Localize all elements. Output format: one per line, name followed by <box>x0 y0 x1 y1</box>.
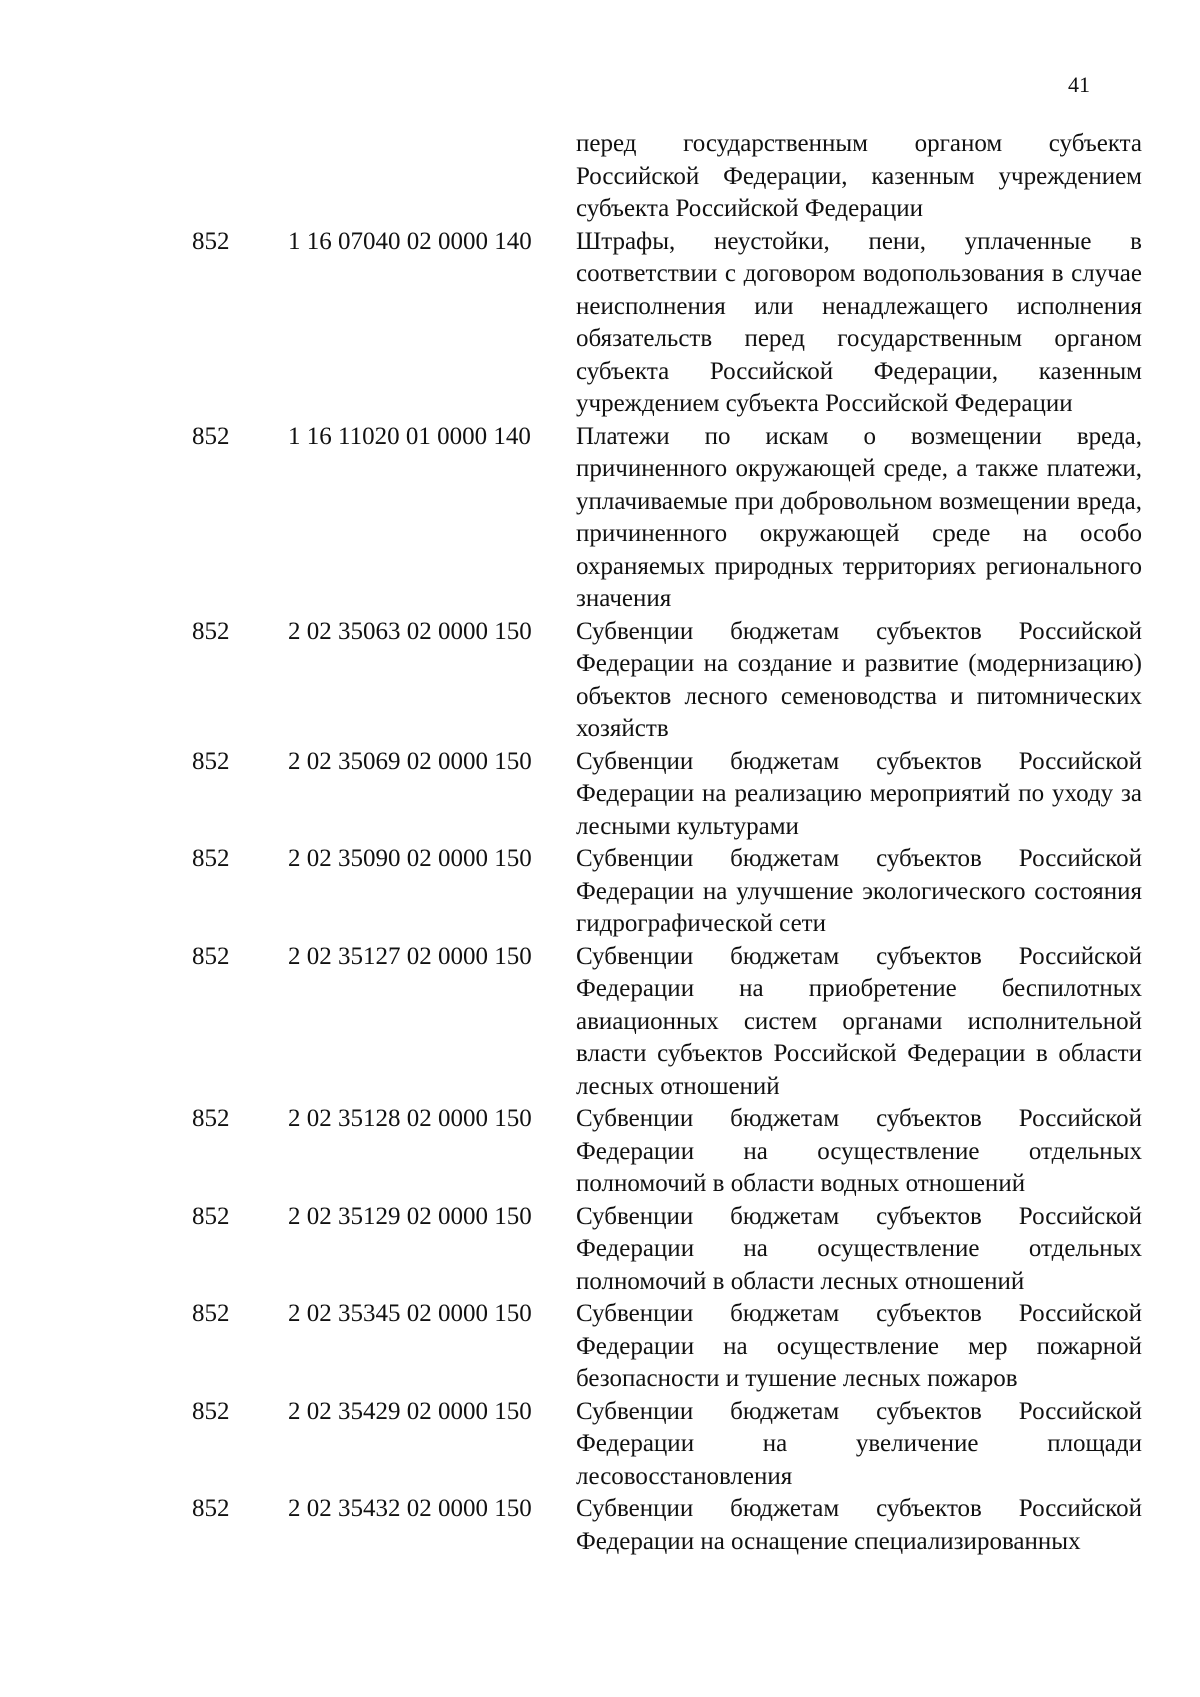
table-row <box>0 843 1200 941</box>
revenue-code-cell: 2 02 35432 02 0000 150 <box>288 1495 532 1522</box>
admin-code-cell: 852 <box>192 617 230 645</box>
table-row <box>0 746 1200 844</box>
revenue-code-cell: 2 02 35090 02 0000 150 <box>288 845 532 872</box>
description-cell: Субвенции бюджетам субъектов Российской Федерации на реализацию мероприятий по уходу за лесными культурами <box>576 747 1142 840</box>
table-row <box>0 941 1200 1104</box>
budget-code-table <box>0 128 1200 1558</box>
admin-code-cell: 852 <box>192 1397 230 1425</box>
description-cell: Субвенции бюджетам субъектов Российской Федерации на осуществление отдельных полномочий в области водных отношений <box>576 1105 1142 1197</box>
page-number: 41 <box>1068 72 1090 97</box>
description-cell: Субвенции бюджетам субъектов Российской Федерации на увеличение площади лесовосстановления <box>576 1397 1142 1490</box>
admin-code-cell: 852 <box>192 942 230 970</box>
description-cell: Субвенции бюджетам субъектов Российской Федерации на оснащение специализированных <box>576 1495 1142 1555</box>
table-row <box>0 1493 1200 1558</box>
revenue-code-cell: 2 02 35429 02 0000 150 <box>288 1397 532 1425</box>
table-row <box>0 616 1200 746</box>
table-row <box>0 128 1200 226</box>
admin-code-cell: 852 <box>192 1300 230 1327</box>
description-cell: Субвенции бюджетам субъектов Российской Федерации на создание и развитие (модернизацию) объектов лесного семеноводства и питомнических хозяйств <box>576 617 1142 742</box>
description-cell: Субвенции бюджетам субъектов Российской Федерации на приобретение беспилотных авиационных систем органами исполнительной власти субъектов Российской Федерации в области лесных отношений <box>576 942 1142 1100</box>
table-row <box>0 1298 1200 1396</box>
revenue-code-cell: 2 02 35069 02 0000 150 <box>288 747 532 775</box>
admin-code-cell: 852 <box>192 845 230 872</box>
table-row <box>0 421 1200 616</box>
revenue-code-cell: 1 16 07040 02 0000 140 <box>288 227 532 255</box>
admin-code-cell: 852 <box>192 227 230 255</box>
revenue-code-cell: 2 02 35063 02 0000 150 <box>288 617 532 645</box>
admin-code-cell: 852 <box>192 1202 230 1230</box>
admin-code-cell: 852 <box>192 1495 230 1522</box>
admin-code-cell: 852 <box>192 422 230 450</box>
description-cell: Субвенции бюджетам субъектов Российской Федерации на улучшение экологического состояния гидрографической сети <box>576 845 1142 937</box>
revenue-code-cell: 2 02 35345 02 0000 150 <box>288 1300 532 1327</box>
description-cell: Платежи по искам о возмещении вреда, причиненного окружающей среде, а также платежи, уплачиваемые при добровольном возмещении вреда, причиненного окружающей среде на особо охраняемых природных территориях регионального значения <box>576 422 1142 612</box>
table-row <box>0 1396 1200 1494</box>
description-cell: перед государственным органом субъекта Российской Федерации, казенным учреждением субъекта Российской Федерации <box>576 130 1142 222</box>
description-cell: Субвенции бюджетам субъектов Российской Федерации на осуществление отдельных полномочий в области лесных отношений <box>576 1202 1142 1295</box>
revenue-code-cell: 2 02 35129 02 0000 150 <box>288 1202 532 1230</box>
revenue-code-cell: 1 16 11020 01 0000 140 <box>288 422 531 450</box>
table-row <box>0 1103 1200 1201</box>
description-cell: Субвенции бюджетам субъектов Российской Федерации на осуществление мер пожарной безопасности и тушение лесных пожаров <box>576 1300 1142 1392</box>
description-cell: Штрафы, неустойки, пени, уплаченные в соответствии с договором водопользования в случае неисполнения или ненадлежащего исполнения обязательств перед государственным органом субъекта Российской Федерации, казенным учреждением субъекта Российской Федерации <box>576 227 1142 417</box>
admin-code-cell: 852 <box>192 1105 230 1132</box>
table-row <box>0 1201 1200 1299</box>
revenue-code-cell: 2 02 35127 02 0000 150 <box>288 942 532 970</box>
table-row <box>0 226 1200 421</box>
admin-code-cell: 852 <box>192 747 230 775</box>
revenue-code-cell: 2 02 35128 02 0000 150 <box>288 1105 532 1132</box>
